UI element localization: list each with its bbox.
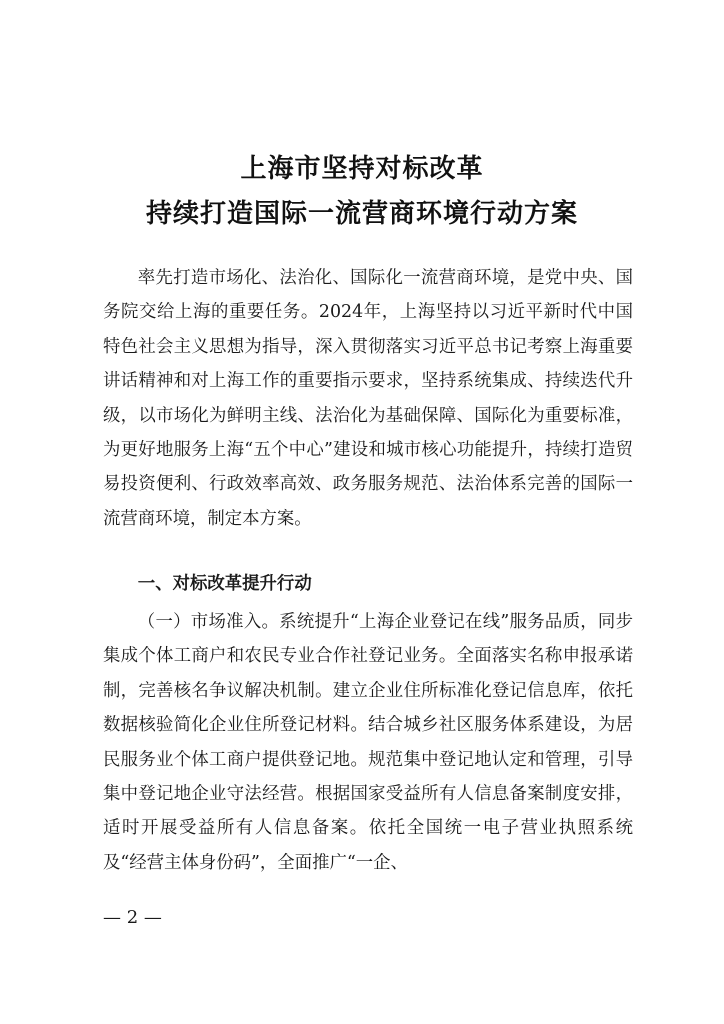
section-paragraph-market-access: （一）市场准入。系统提升“上海企业登记在线”服务品质，同步集成个体工商户和农民专业合作社登记业务。全面落实名称申报承诺制，完善核名争议解决机制。建立企业住所标准化登记信息库，依托数据核验简化企业住所登记材料。结合城乡社区服务体系建设，为居民服务业个体工商户提供登记地。规范集中登记地认定和管理，引导集中登记地企业守法经营。根据国家受益所有人信息备案制度安排，适时开展受益所有人信息备案。依托全国统一电子营业执照系统及“经营主体身份码”，全面推广“一企、	[103, 612, 633, 873]
document-title-line-2: 持续打造国际一流营商环境行动方案	[145, 199, 578, 229]
document-title-line-1: 上海市坚持对标改革	[240, 154, 484, 184]
intro-paragraph: 率先打造市场化、法治化、国际化一流营商环境，是党中央、国务院交给上海的重要任务。2024年，上海坚持以习近平新时代中国特色社会主义思想为指导，深入贯彻落实习近平总书记考察上海重要讲话精神和对上海工作的重要指示要求，坚持系统集成、持续迭代升级，以市场化为鲜明主线、法治化为基础保障、国际化为重要标准，为更好地服务上海“五个中心”建设和城市核心功能提升，持续打造贸易投资便利、行政效率高效、政务服务规范、法治体系完善的国际一流营商环境，制定本方案。	[103, 268, 633, 529]
page-number: — 2 —	[103, 907, 162, 928]
section-heading: 一、对标改革提升行动	[137, 574, 312, 594]
